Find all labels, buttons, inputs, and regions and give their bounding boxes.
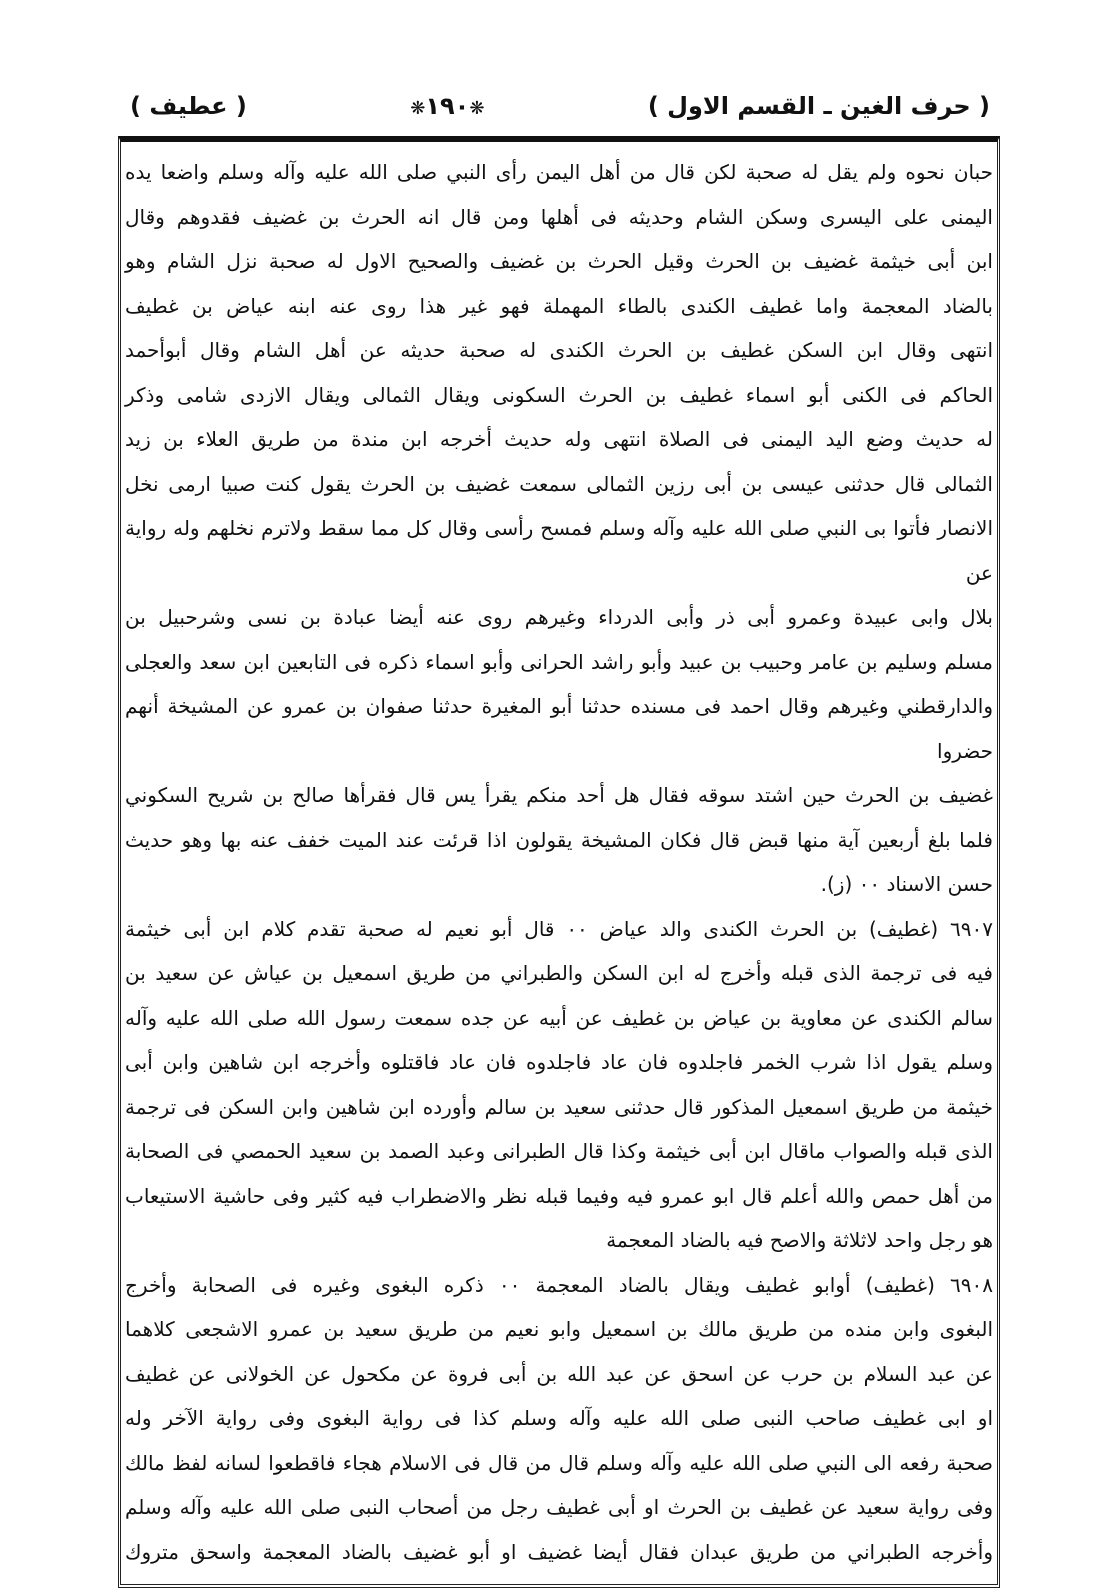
- text-line: ٦٩٠٧ (غطيف) بن الحرث الكندى والد عياض ٠٠ قال أبو نعيم له صحبة تقدم كلام ابن أبى خيثمة: [125, 916, 993, 941]
- text-line: سالم الكندى عن معاوية بن عياض بن غطيف عن أبيه عن جده سمعت رسول الله صلى الله عليه وآله: [125, 1005, 993, 1030]
- text-line: عن عبد السلام بن حرب عن اسحق عن عبد الله بن أبى فروة عن مكحول عن الخولانى عن غطيف: [125, 1361, 993, 1386]
- text-line: له حديث وضع اليد اليمنى فى الصلاة انتهى وله حديث أخرجه ابن مندة من طريق العلاء بن زيد: [125, 427, 993, 451]
- page-header: [130, 86, 990, 126]
- text-line: بلال وابى عبيدة وعمرو أبى ذر وأبى الدرداء وغيرهم روى عنه أيضا عبادة بن نسى وشرحبيل بن: [125, 605, 993, 629]
- section-title: ( حرف الغين ـ القسم الاول ): [647, 92, 990, 120]
- text-line: هو رجل واحد لاثلاثة والاصح فيه بالضاد المعجمة: [606, 1228, 993, 1252]
- text-line: ابن أبى خيثمة غضيف بن الحرث وقيل الحرث بن غضيف والصحيح الاول له صحبة نزل الشام وهو: [125, 249, 993, 273]
- text-line: حسن الاسناد ٠٠ (ز).: [820, 872, 993, 896]
- page-number: ١٩٠: [425, 92, 470, 120]
- text-line: صحبة رفعه الى النبي صلى الله عليه وآله وسلم قال من قال فى الاسلام هجاء فاقطعوا لسانه لفظ مالك: [125, 1450, 993, 1475]
- text-line: بالضاد المعجمة واما غطيف الكندى بالطاء المهملة فهو غير هذا روى عنه ابنه عياض بن غطيف: [125, 293, 993, 318]
- text-line: البغوى وابن منده من طريق مالك بن اسمعيل وابو نعيم من طريق سعيد بن عمرو الاشجعى كلاهما: [125, 1317, 993, 1341]
- text-line: الانصار فأتوا بى النبي صلى الله عليه وآله وسلم فمسح رأسى وقال كل مما سقط ولاترم نخلهم وله رواية عن: [125, 516, 993, 585]
- text-line: غضيف بن الحرث حين اشتد سوقه فقال هل أحد منكم يقرأ يس قال فقرأها صالح بن شريح السكوني: [125, 783, 993, 807]
- text-line: الحاكم فى الكنى أبو اسماء غطيف بن الحرث السكونى ويقال الثمالى ويقال الازدى شامى وذكر: [125, 382, 993, 407]
- text-line: وسلم يقول اذا شرب الخمر فاجلدوه فان عاد فاجلدوه فان عاد فاقتلوه وأخرجه ابن شاهين وابن أبى: [125, 1050, 993, 1074]
- text-line: مسلم وسليم بن عامر وحبيب بن عبيد وأبو راشد الحرانى وأبو اسماء ذكره فى التابعين ابن سعد والعجلى: [125, 649, 993, 674]
- page-frame: [118, 136, 1000, 1588]
- body-text: [125, 150, 993, 1574]
- ornament-star-icon: ❋: [469, 98, 485, 119]
- text-line: فلما بلغ أربعين آية منها قبض قال فكان المشيخة يقولون اذا قرئت عند الميت خفف عنه بها وهو حديث: [125, 827, 993, 852]
- text-line: الثمالى قال حدثنى عيسى بن أبى رزين الثمالى سمعت غضيف بن الحرث يقول كنت صبيا ارمى نخل: [125, 471, 993, 496]
- text-line: والدارقطني وغيرهم وقال احمد فى مسنده حدثنا أبو المغيرة حدثنا صفوان بن عمرو عن المشيخة أنهم حضروا: [125, 694, 993, 763]
- text-line: فيه فى ترجمة الذى قبله وأخرج له ابن السكن والطبراني من طريق اسمعيل بن عياش عن سعيد بن: [125, 961, 993, 985]
- text-line: من أهل حمص والله أعلم قال ابو عمرو فيه وفيما قبله نظر والاضطراب فيه كثير وفى حاشية الاستيعاب: [125, 1183, 993, 1208]
- text-line: انتهى وقال ابن السكن غطيف بن الحرث الكندى له صحبة حديثه عن أهل الشام وقال أبوأحمد: [125, 338, 993, 362]
- ornament-star-icon: ❋: [410, 98, 426, 119]
- page-number-block: [410, 92, 484, 120]
- text-line: ٦٩٠٨ (غطيف) أوابو غطيف ويقال بالضاد المعجمة ٠٠ ذكره البغوى وغيره فى الصحابة وأخرج: [125, 1272, 993, 1297]
- text-line: وفى رواية سعيد عن غطيف بن الحرث او أبى غطيف رجل من أصحاب النبى صلى الله عليه وآله وسلم: [125, 1495, 993, 1519]
- entry-title: ( عطيف ): [130, 92, 247, 120]
- text-line: حبان نحوه ولم يقل له صحبة لكن قال من أهل اليمن رأى النبي صلى الله عليه وآله وسلم واضعا يده: [125, 160, 993, 184]
- text-line: وأخرجه الطبراني من طريق عبدان فقال أيضا غضيف او أبو غضيف بالضاد المعجمة واسحق متروك: [125, 1539, 993, 1564]
- text-line: خيثمة من طريق اسمعيل المذكور قال حدثنى سعيد بن سالم وأورده ابن شاهين وابن السكن فى ترجمة: [125, 1094, 993, 1119]
- text-line: اليمنى على اليسرى وسكن الشام وحديثه فى أهلها ومن قال انه الحرث بن غضيف فقدوهم وقال: [125, 204, 993, 229]
- text-line: الذى قبله والصواب ماقال ابن أبى خيثمة وكذا قال الطبرانى وعبد الصمد بن سعيد الحمصي فى الصحابة: [125, 1139, 993, 1163]
- text-line: او ابى غطيف صاحب النبى صلى الله عليه وآله وسلم كذا فى رواية البغوى وفى رواية الآخر وله: [125, 1406, 993, 1430]
